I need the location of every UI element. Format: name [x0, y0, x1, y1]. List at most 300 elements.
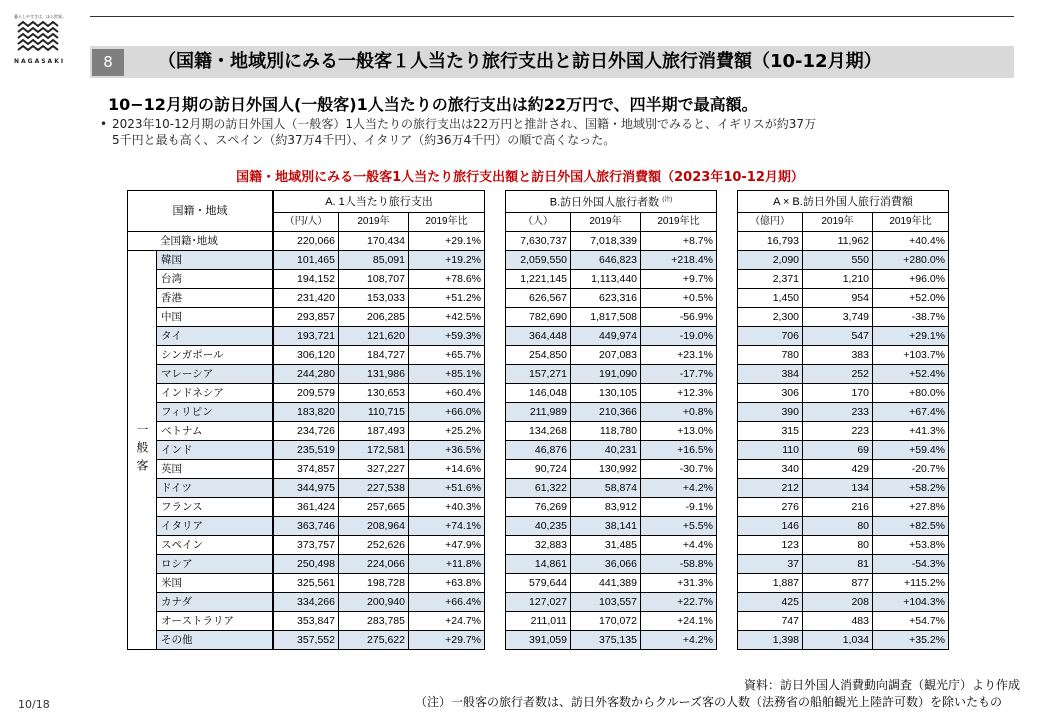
value-cell: 127,027 [506, 593, 571, 612]
ratio-cell: +22.7% [641, 593, 717, 612]
ratio-cell: +63.8% [409, 574, 485, 593]
value-2019-cell: 449,974 [571, 327, 641, 346]
table-row [506, 460, 717, 479]
ratio-cell: +52.4% [873, 365, 949, 384]
table-row [128, 232, 273, 251]
value-2019-cell: 170,434 [339, 232, 409, 251]
value-2019-cell: 877 [803, 574, 873, 593]
ratio-cell: +80.0% [873, 384, 949, 403]
table-row [738, 384, 949, 403]
table-row [128, 251, 273, 270]
value-cell: 340 [738, 460, 803, 479]
value-2019-cell: 170 [803, 384, 873, 403]
value-cell: 334,266 [274, 593, 339, 612]
region-name: タイ [157, 327, 273, 346]
table-row [738, 460, 949, 479]
value-2019-cell: 130,653 [339, 384, 409, 403]
value-2019-cell: 85,091 [339, 251, 409, 270]
value-cell: 357,552 [274, 631, 339, 650]
bullet-line-1: 2023年10-12月期の訪日外国人（一般客）1人当たりの旅行支出は22万円と推計され、国籍・地域別でみると、イギリスが約37万 [112, 117, 817, 131]
value-cell: 193,721 [274, 327, 339, 346]
ratio-cell: -56.9% [641, 308, 717, 327]
value-2019-cell: 547 [803, 327, 873, 346]
consumption-col-2019: 2019年 [803, 213, 873, 232]
ratio-cell: -17.7% [641, 365, 717, 384]
headline: 10−12月期の訪日外国人(一般客)1人当たりの旅行支出は約22万円で、四半期で最高額。 [108, 95, 758, 114]
value-cell: 61,322 [506, 479, 571, 498]
region-header: 国籍・地域 [128, 191, 273, 232]
region-name: 英国 [157, 460, 273, 479]
value-2019-cell: 31,485 [571, 536, 641, 555]
group-label-text: 一般客 [135, 423, 149, 477]
value-2019-cell: 58,874 [571, 479, 641, 498]
value-2019-cell: 375,135 [571, 631, 641, 650]
table-row [506, 593, 717, 612]
table-row [506, 422, 717, 441]
value-cell: 231,420 [274, 289, 339, 308]
ratio-cell: +85.1% [409, 365, 485, 384]
table-row [506, 289, 717, 308]
value-cell: 2,300 [738, 308, 803, 327]
table-row [274, 346, 485, 365]
value-2019-cell: 283,785 [339, 612, 409, 631]
consumption-col-unit: （億円） [738, 213, 803, 232]
table-row [506, 327, 717, 346]
value-2019-cell: 483 [803, 612, 873, 631]
value-2019-cell: 252 [803, 365, 873, 384]
ratio-cell: +60.4% [409, 384, 485, 403]
value-2019-cell: 224,066 [339, 555, 409, 574]
ratio-cell: +78.6% [409, 270, 485, 289]
value-cell: 220,066 [274, 232, 339, 251]
ratio-cell: +65.7% [409, 346, 485, 365]
region-name: インドネシア [157, 384, 273, 403]
region-name: 韓国 [157, 251, 273, 270]
value-cell: 7,630,737 [506, 232, 571, 251]
table-row [274, 574, 485, 593]
value-cell: 32,883 [506, 536, 571, 555]
bullet-mark: • [100, 117, 108, 131]
table-row [738, 270, 949, 289]
ratio-cell: -54.3% [873, 555, 949, 574]
value-cell: 157,271 [506, 365, 571, 384]
logo-name: NAGASAKI [14, 58, 66, 65]
value-2019-cell: 207,083 [571, 346, 641, 365]
value-cell: 325,561 [274, 574, 339, 593]
value-2019-cell: 227,538 [339, 479, 409, 498]
table-row [738, 232, 949, 251]
ratio-cell: +40.4% [873, 232, 949, 251]
table-row [274, 498, 485, 517]
table-row [506, 270, 717, 289]
region-name: オーストラリア [157, 612, 273, 631]
table-row [274, 251, 485, 270]
value-2019-cell: 3,749 [803, 308, 873, 327]
value-2019-cell: 954 [803, 289, 873, 308]
ratio-cell: +52.0% [873, 289, 949, 308]
value-cell: 780 [738, 346, 803, 365]
logo [14, 14, 66, 72]
ratio-cell: -58.8% [641, 555, 717, 574]
value-2019-cell: 275,622 [339, 631, 409, 650]
section-title: （国籍・地域別にみる一般客１人当たり旅行支出と訪日外国人旅行消費額（10-12月期） [158, 51, 882, 72]
value-cell: 344,975 [274, 479, 339, 498]
value-cell: 209,579 [274, 384, 339, 403]
logo-tagline: 暮らしやすさは、ほら世界。 [14, 14, 66, 19]
value-2019-cell: 83,912 [571, 498, 641, 517]
value-2019-cell: 1,210 [803, 270, 873, 289]
value-cell: 211,011 [506, 612, 571, 631]
value-2019-cell: 170,072 [571, 612, 641, 631]
ratio-cell: +5.5% [641, 517, 717, 536]
table-row [506, 536, 717, 555]
value-cell: 2,371 [738, 270, 803, 289]
value-cell: 1,887 [738, 574, 803, 593]
region-name: ドイツ [157, 479, 273, 498]
value-cell: 293,857 [274, 308, 339, 327]
value-cell: 315 [738, 422, 803, 441]
value-cell: 2,090 [738, 251, 803, 270]
region-name: スペイン [157, 536, 273, 555]
region-name: インド [157, 441, 273, 460]
consumption-table [737, 190, 949, 650]
value-2019-cell: 108,707 [339, 270, 409, 289]
value-cell: 373,757 [274, 536, 339, 555]
value-2019-cell: 327,227 [339, 460, 409, 479]
ratio-cell: +82.5% [873, 517, 949, 536]
table-row [506, 612, 717, 631]
ratio-cell: +0.8% [641, 403, 717, 422]
value-2019-cell: 233 [803, 403, 873, 422]
visitor-header-title: B.訪日外国人旅行者数 [549, 196, 660, 209]
table-row [274, 327, 485, 346]
value-2019-cell: 441,389 [571, 574, 641, 593]
table-row [738, 365, 949, 384]
ratio-cell: +115.2% [873, 574, 949, 593]
value-cell: 101,465 [274, 251, 339, 270]
value-2019-cell: 206,285 [339, 308, 409, 327]
region-name: シンガポール [157, 346, 273, 365]
table-row [274, 270, 485, 289]
ratio-cell: +54.7% [873, 612, 949, 631]
region-name: フランス [157, 498, 273, 517]
table-row [506, 346, 717, 365]
ratio-cell: +11.8% [409, 555, 485, 574]
table-row [274, 517, 485, 536]
value-cell: 235,519 [274, 441, 339, 460]
value-2019-cell: 191,090 [571, 365, 641, 384]
value-cell: 390 [738, 403, 803, 422]
region-name: マレーシア [157, 365, 273, 384]
visitor-header [506, 191, 717, 213]
value-cell: 706 [738, 327, 803, 346]
value-2019-cell: 216 [803, 498, 873, 517]
table-row [274, 384, 485, 403]
ratio-cell: -38.7% [873, 308, 949, 327]
ratio-cell: -9.1% [641, 498, 717, 517]
table-row [506, 574, 717, 593]
value-2019-cell: 36,066 [571, 555, 641, 574]
region-name: 全国籍･地域 [128, 232, 273, 251]
value-2019-cell: 646,823 [571, 251, 641, 270]
spend-col-2019: 2019年 [339, 213, 409, 232]
value-2019-cell: 121,620 [339, 327, 409, 346]
value-cell: 391,059 [506, 631, 571, 650]
value-cell: 747 [738, 612, 803, 631]
value-2019-cell: 130,992 [571, 460, 641, 479]
visitor-col-ratio: 2019年比 [641, 213, 717, 232]
spend-header: A. 1人当たり旅行支出 [274, 191, 485, 213]
table-row [738, 555, 949, 574]
table-row [506, 365, 717, 384]
ratio-cell: +51.2% [409, 289, 485, 308]
value-cell: 14,861 [506, 555, 571, 574]
ratio-cell: -30.7% [641, 460, 717, 479]
value-cell: 361,424 [274, 498, 339, 517]
region-name: カナダ [157, 593, 273, 612]
spend-col-ratio: 2019年比 [409, 213, 485, 232]
table-row [274, 536, 485, 555]
value-cell: 211,989 [506, 403, 571, 422]
table-row [274, 365, 485, 384]
ratio-cell: +74.1% [409, 517, 485, 536]
ratio-cell: +4.2% [641, 479, 717, 498]
visitor-header-note: (注) [662, 197, 673, 204]
value-cell: 244,280 [274, 365, 339, 384]
wave-pattern-icon [14, 20, 62, 54]
value-cell: 194,152 [274, 270, 339, 289]
value-cell: 384 [738, 365, 803, 384]
table-row [738, 422, 949, 441]
value-2019-cell: 103,557 [571, 593, 641, 612]
value-2019-cell: 118,780 [571, 422, 641, 441]
ratio-cell: +12.3% [641, 384, 717, 403]
table-row [738, 441, 949, 460]
ratio-cell: +24.1% [641, 612, 717, 631]
value-2019-cell: 11,962 [803, 232, 873, 251]
ratio-cell: -19.0% [641, 327, 717, 346]
region-name: イタリア [157, 517, 273, 536]
ratio-cell: +59.3% [409, 327, 485, 346]
ratio-cell: +51.6% [409, 479, 485, 498]
ratio-cell: +19.2% [409, 251, 485, 270]
ratio-cell: +23.1% [641, 346, 717, 365]
ratio-cell: +25.2% [409, 422, 485, 441]
value-2019-cell: 153,033 [339, 289, 409, 308]
value-cell: 110 [738, 441, 803, 460]
ratio-cell: +14.6% [409, 460, 485, 479]
ratio-cell: +27.8% [873, 498, 949, 517]
top-divider [90, 16, 1014, 17]
ratio-cell: +96.0% [873, 270, 949, 289]
visitor-count-table [505, 190, 717, 650]
table-row [274, 308, 485, 327]
region-table [127, 190, 273, 650]
value-2019-cell: 80 [803, 536, 873, 555]
footnote: （注）一般客の旅行者数は、訪日外客数からクルーズ客の人数（法務省の船舶観光上陸許可数）を除いたもの [414, 695, 1002, 709]
region-name: フィリピン [157, 403, 273, 422]
value-cell: 579,644 [506, 574, 571, 593]
table-row [506, 403, 717, 422]
ratio-cell: +4.4% [641, 536, 717, 555]
value-cell: 306 [738, 384, 803, 403]
ratio-cell: +9.7% [641, 270, 717, 289]
value-cell: 76,269 [506, 498, 571, 517]
table-row [738, 403, 949, 422]
ratio-cell: +280.0% [873, 251, 949, 270]
table-row [274, 479, 485, 498]
table-row [274, 422, 485, 441]
ratio-cell: +16.5% [641, 441, 717, 460]
value-2019-cell: 210,366 [571, 403, 641, 422]
value-cell: 134,268 [506, 422, 571, 441]
value-2019-cell: 257,665 [339, 498, 409, 517]
table-row [506, 251, 717, 270]
value-cell: 276 [738, 498, 803, 517]
ratio-cell: +59.4% [873, 441, 949, 460]
value-cell: 146 [738, 517, 803, 536]
value-cell: 146,048 [506, 384, 571, 403]
ratio-cell: +42.5% [409, 308, 485, 327]
value-2019-cell: 429 [803, 460, 873, 479]
value-2019-cell: 69 [803, 441, 873, 460]
ratio-cell: +58.2% [873, 479, 949, 498]
value-2019-cell: 38,141 [571, 517, 641, 536]
table-row [506, 631, 717, 650]
spend-col-unit: （円/人） [274, 213, 339, 232]
value-2019-cell: 208,964 [339, 517, 409, 536]
table-row [738, 498, 949, 517]
table-row [274, 631, 485, 650]
table-row [738, 574, 949, 593]
value-2019-cell: 187,493 [339, 422, 409, 441]
consumption-header: A × B.訪日外国人旅行消費額 [738, 191, 949, 213]
value-cell: 306,120 [274, 346, 339, 365]
ratio-cell: +41.3% [873, 422, 949, 441]
value-cell: 90,724 [506, 460, 571, 479]
value-cell: 374,857 [274, 460, 339, 479]
value-cell: 1,398 [738, 631, 803, 650]
visitor-col-2019: 2019年 [571, 213, 641, 232]
table-row [274, 403, 485, 422]
ratio-cell: +47.9% [409, 536, 485, 555]
value-cell: 46,876 [506, 441, 571, 460]
value-2019-cell: 130,105 [571, 384, 641, 403]
ratio-cell: +40.3% [409, 498, 485, 517]
ratio-cell: +103.7% [873, 346, 949, 365]
value-cell: 16,793 [738, 232, 803, 251]
region-name: ベトナム [157, 422, 273, 441]
table-row [506, 384, 717, 403]
table-row [738, 346, 949, 365]
value-2019-cell: 80 [803, 517, 873, 536]
region-name: 香港 [157, 289, 273, 308]
page-number: 10/18 [18, 698, 50, 711]
table-row [738, 593, 949, 612]
value-cell: 1,221,145 [506, 270, 571, 289]
value-2019-cell: 223 [803, 422, 873, 441]
table-row [274, 289, 485, 308]
table-row [738, 517, 949, 536]
value-cell: 123 [738, 536, 803, 555]
table-row [738, 308, 949, 327]
bullet-line-2: 5千円と最も高く、スペイン（約37万4千円）、イタリア（約36万4千円）の順で高くなった。 [112, 133, 616, 147]
source-note: 資料：訪日外国人消費動向調査（観光庁）より作成 [743, 678, 1020, 692]
table-row [738, 631, 949, 650]
region-name: 中国 [157, 308, 273, 327]
ratio-cell: +31.3% [641, 574, 717, 593]
table-row [274, 460, 485, 479]
value-2019-cell: 7,018,339 [571, 232, 641, 251]
value-2019-cell: 252,626 [339, 536, 409, 555]
ratio-cell: +29.1% [873, 327, 949, 346]
table-row [506, 308, 717, 327]
value-cell: 353,847 [274, 612, 339, 631]
table-row [738, 612, 949, 631]
value-2019-cell: 623,316 [571, 289, 641, 308]
table-row [738, 289, 949, 308]
spend-per-person-table [273, 190, 485, 650]
ratio-cell: +67.4% [873, 403, 949, 422]
ratio-cell: +13.0% [641, 422, 717, 441]
value-2019-cell: 1,113,440 [571, 270, 641, 289]
table-title: 国籍・地域別にみる一般客1人当たり旅行支出額と訪日外国人旅行消費額（2023年10-12月期） [236, 170, 804, 185]
value-2019-cell: 110,715 [339, 403, 409, 422]
table-row [274, 441, 485, 460]
value-2019-cell: 200,940 [339, 593, 409, 612]
ratio-cell: +36.5% [409, 441, 485, 460]
value-cell: 40,235 [506, 517, 571, 536]
value-2019-cell: 1,034 [803, 631, 873, 650]
region-name: ロシア [157, 555, 273, 574]
value-cell: 626,567 [506, 289, 571, 308]
ratio-cell: +53.8% [873, 536, 949, 555]
value-2019-cell: 1,817,508 [571, 308, 641, 327]
region-name: 台湾 [157, 270, 273, 289]
ratio-cell: +0.5% [641, 289, 717, 308]
value-cell: 254,850 [506, 346, 571, 365]
value-cell: 234,726 [274, 422, 339, 441]
value-2019-cell: 134 [803, 479, 873, 498]
visitor-col-unit: （人） [506, 213, 571, 232]
table-row [738, 536, 949, 555]
region-name: その他 [157, 631, 273, 650]
value-cell: 363,746 [274, 517, 339, 536]
table-row [738, 327, 949, 346]
table-row [506, 555, 717, 574]
table-row [506, 498, 717, 517]
table-row [274, 612, 485, 631]
value-2019-cell: 208 [803, 593, 873, 612]
table-row [506, 517, 717, 536]
value-cell: 183,820 [274, 403, 339, 422]
ratio-cell: +104.3% [873, 593, 949, 612]
value-2019-cell: 172,581 [339, 441, 409, 460]
value-2019-cell: 40,231 [571, 441, 641, 460]
value-2019-cell: 550 [803, 251, 873, 270]
table-row [506, 441, 717, 460]
table-row [274, 232, 485, 251]
section-number: 8 [92, 49, 124, 76]
ratio-cell: +29.7% [409, 631, 485, 650]
ratio-cell: +66.0% [409, 403, 485, 422]
value-2019-cell: 383 [803, 346, 873, 365]
ratio-cell: +66.4% [409, 593, 485, 612]
consumption-col-ratio: 2019年比 [873, 213, 949, 232]
value-cell: 425 [738, 593, 803, 612]
ratio-cell: +218.4% [641, 251, 717, 270]
region-name: 米国 [157, 574, 273, 593]
